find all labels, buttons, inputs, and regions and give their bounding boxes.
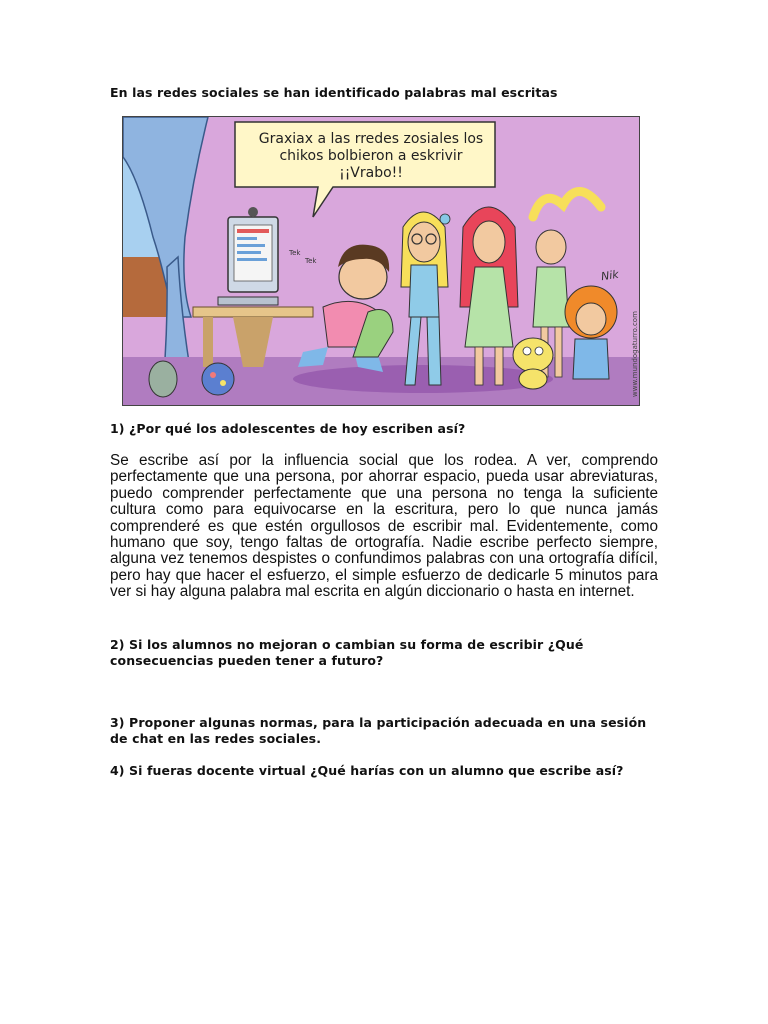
question-2: 2) Si los alumnos no mejoran o cambian su forma de escribir ¿Qué consecuencias pueden tener a futuro?	[110, 637, 584, 668]
answer-1-paragraph: Se escribe así por la influencia social que los rodea. A ver, comprendo perfectamente que una persona, por ahorrar espacio, pueda usar abreviaturas, puedo comprender perfectamente que una persona no tenga la suficiente cultura como para equivocarse en la escritura, pero lo que nunca jamás comprenderé es que estén orgullosos de escribir mal. Evidentemente, como humano que soy, tengo faltas de ortografía. Nadie escribe perfecto siempre, alguna vez tenemos despistes o confundimos palabras con una ortografía difícil, pero hay que hacer el esfuerzo, el simple esfuerzo de dedicarle 5 minutos para ver si hay alguna palabra mal escrita en algún diccionario o hasta en internet.	[110, 452, 658, 601]
sound-effect-1: Tek	[289, 249, 301, 257]
artist-signature: Nik	[600, 267, 620, 284]
question-3: 3) Proponer algunas normas, para la participación adecuada en una sesión de chat en las redes sociales.	[110, 715, 647, 746]
speech-bubble-text: Graxiax a las rredes zosiales los chikos bolbieron a eskrivir ¡¡Vrabo!!	[258, 131, 484, 181]
website-credit: www.mundogaturro.com	[631, 311, 639, 397]
question-1: 1) ¿Por qué los adolescentes de hoy escriben así?	[110, 421, 466, 436]
comic-illustration	[122, 116, 640, 406]
question-4: 4) Si fueras docente virtual ¿Qué harías con un alumno que escribe así?	[110, 763, 624, 778]
sound-effect-2: Tek	[305, 257, 317, 265]
document-title: En las redes sociales se han identificado palabras mal escritas	[110, 85, 558, 100]
